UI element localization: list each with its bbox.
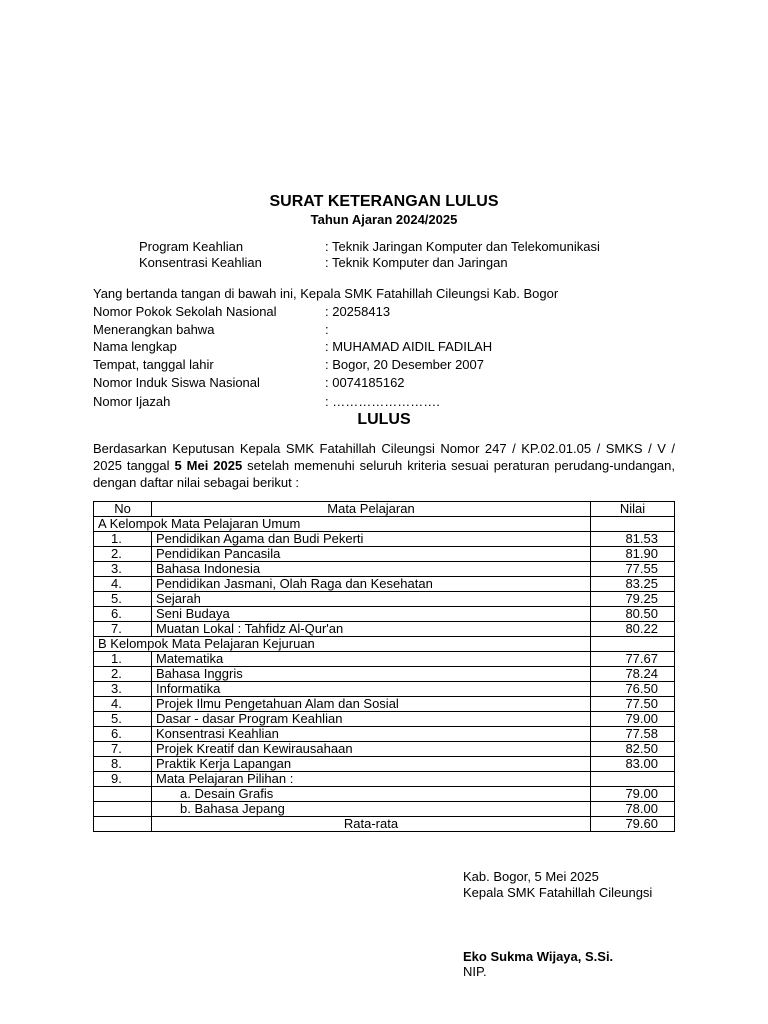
row-subject: Bahasa Inggris (152, 667, 591, 682)
signature-position: Kepala SMK Fatahillah Cileungsi (463, 885, 653, 900)
group-b-score (591, 637, 675, 652)
row-number: 3. (94, 562, 152, 577)
row-subject: Mata Pelajaran Pilihan : (152, 772, 591, 787)
group-row (94, 517, 675, 532)
decision-paragraph (93, 440, 675, 491)
row-score: 82.50 (591, 742, 675, 757)
row-number: 3. (94, 682, 152, 697)
row-score: 80.22 (591, 622, 675, 637)
row-score: 81.90 (591, 547, 675, 562)
row-number: 2. (94, 547, 152, 562)
program-label: Program Keahlian (139, 239, 244, 254)
graduation-status: LULUS (357, 411, 411, 428)
table-row (94, 757, 675, 772)
table-row (94, 712, 675, 727)
row-score: 83.25 (591, 577, 675, 592)
row-number: 4. (94, 697, 152, 712)
nisn-value: : 0074185162 (325, 375, 405, 390)
row-number: 2. (94, 667, 152, 682)
table-row (94, 607, 675, 622)
table-row (94, 697, 675, 712)
header-subject: Mata Pelajaran (152, 502, 591, 517)
row-subject: a. Desain Grafis (152, 787, 591, 802)
row-score: 79.00 (591, 712, 675, 727)
certificate-number-label: Nomor Ijazah (93, 394, 171, 409)
group-a-label: A Kelompok Mata Pelajaran Umum (94, 517, 591, 532)
row-score: 77.50 (591, 697, 675, 712)
row-number: 9. (94, 772, 152, 787)
concentration-value: : Teknik Komputer dan Jaringan (325, 255, 508, 270)
row-subject: Konsentrasi Keahlian (152, 727, 591, 742)
certificate-number-value: : ……………………. (325, 394, 440, 409)
intro-text: Yang bertanda tangan di bawah ini, Kepala SMK Fatahillah Cileungsi Kab. Bogor (93, 286, 559, 301)
row-subject: Matematika (152, 652, 591, 667)
row-number: 5. (94, 712, 152, 727)
row-subject: Pendidikan Agama dan Budi Pekerti (152, 532, 591, 547)
name-value: : MUHAMAD AIDIL FADILAH (325, 339, 493, 354)
concentration-label: Konsentrasi Keahlian (139, 255, 262, 270)
row-score: 79.25 (591, 592, 675, 607)
row-subject: Pendidikan Jasmani, Olah Raga dan Kesehatan (152, 577, 591, 592)
name-label: Nama lengkap (93, 339, 177, 354)
row-subject: Projek Kreatif dan Kewirausahaan (152, 742, 591, 757)
table-header-row (94, 502, 675, 517)
header-no: No (94, 502, 152, 517)
table-row (94, 682, 675, 697)
group-a-rows (94, 532, 675, 637)
birth-label: Tempat, tanggal lahir (93, 357, 214, 372)
group-b-label: B Kelompok Mata Pelajaran Kejuruan (94, 637, 591, 652)
decision-date: 5 Mei 2025 (174, 458, 243, 473)
table-row (94, 592, 675, 607)
average-label: Rata-rata (152, 817, 591, 832)
group-b-rows (94, 652, 675, 787)
birth-value: : Bogor, 20 Desember 2007 (325, 357, 484, 372)
table-row (94, 652, 675, 667)
declare-value: : (325, 322, 329, 337)
average-row (94, 817, 675, 832)
table-row (94, 547, 675, 562)
average-score: 79.60 (591, 817, 675, 832)
row-score: 77.58 (591, 727, 675, 742)
paragraph-part1: Berdasarkan Keputusan Kepala SMK Fatahillah Cileungsi Nomor 247 / KP.02.01.05 / SMKS / V / 2025 tanggal (93, 441, 675, 473)
signatory-nip: NIP. (463, 964, 487, 979)
row-subject: b. Bahasa Jepang (152, 802, 591, 817)
table-row (94, 802, 675, 817)
row-subject: Seni Budaya (152, 607, 591, 622)
row-score: 81.53 (591, 532, 675, 547)
row-score: 78.24 (591, 667, 675, 682)
row-subject: Pendidikan Pancasila (152, 547, 591, 562)
row-score: 80.50 (591, 607, 675, 622)
grades-table (93, 501, 675, 832)
row-score: 79.00 (591, 787, 675, 802)
row-score: 76.50 (591, 682, 675, 697)
row-number (94, 787, 152, 802)
row-number: 1. (94, 652, 152, 667)
row-number: 7. (94, 622, 152, 637)
table-row (94, 622, 675, 637)
group-row (94, 637, 675, 652)
row-number: 4. (94, 577, 152, 592)
table-row (94, 742, 675, 757)
row-number: 5. (94, 592, 152, 607)
row-subject: Projek Ilmu Pengetahuan Alam dan Sosial (152, 697, 591, 712)
group-a-score (591, 517, 675, 532)
average-no (94, 817, 152, 832)
row-number: 7. (94, 742, 152, 757)
nisn-label: Nomor Induk Siswa Nasional (93, 375, 260, 390)
program-value: : Teknik Jaringan Komputer dan Telekomunikasi (325, 239, 600, 254)
declare-label: Menerangkan bahwa (93, 322, 215, 337)
row-subject: Dasar - dasar Program Keahlian (152, 712, 591, 727)
row-score (591, 772, 675, 787)
row-subject: Bahasa Indonesia (152, 562, 591, 577)
npsn-value: : 20258413 (325, 304, 391, 319)
row-number (94, 802, 152, 817)
document-title: SURAT KETERANGAN LULUS (269, 193, 499, 210)
row-subject: Informatika (152, 682, 591, 697)
row-score: 83.00 (591, 757, 675, 772)
header-score: Nilai (591, 502, 675, 517)
row-subject: Praktik Kerja Lapangan (152, 757, 591, 772)
table-row (94, 667, 675, 682)
row-subject: Muatan Lokal : Tahfidz Al-Qur'an (152, 622, 591, 637)
table-row (94, 772, 675, 787)
elective-rows (94, 787, 675, 817)
table-row (94, 577, 675, 592)
signatory-name: Eko Sukma Wijaya, S.Si. (463, 949, 614, 964)
row-number: 6. (94, 727, 152, 742)
row-subject: Sejarah (152, 592, 591, 607)
row-score: 77.55 (591, 562, 675, 577)
row-number: 1. (94, 532, 152, 547)
academic-year: Tahun Ajaran 2024/2025 (310, 212, 458, 227)
table-row (94, 562, 675, 577)
row-number: 6. (94, 607, 152, 622)
row-score: 78.00 (591, 802, 675, 817)
npsn-label: Nomor Pokok Sekolah Nasional (93, 304, 277, 319)
signature-place-date: Kab. Bogor, 5 Mei 2025 (463, 869, 599, 884)
table-row (94, 727, 675, 742)
table-row (94, 787, 675, 802)
row-number: 8. (94, 757, 152, 772)
paragraph-part2: setelah memenuhi seluruh kriteria sesuai peraturan perudang-undangan, dengan daftar nilai sebagai berikut : (93, 458, 676, 490)
row-score: 77.67 (591, 652, 675, 667)
table-row (94, 532, 675, 547)
